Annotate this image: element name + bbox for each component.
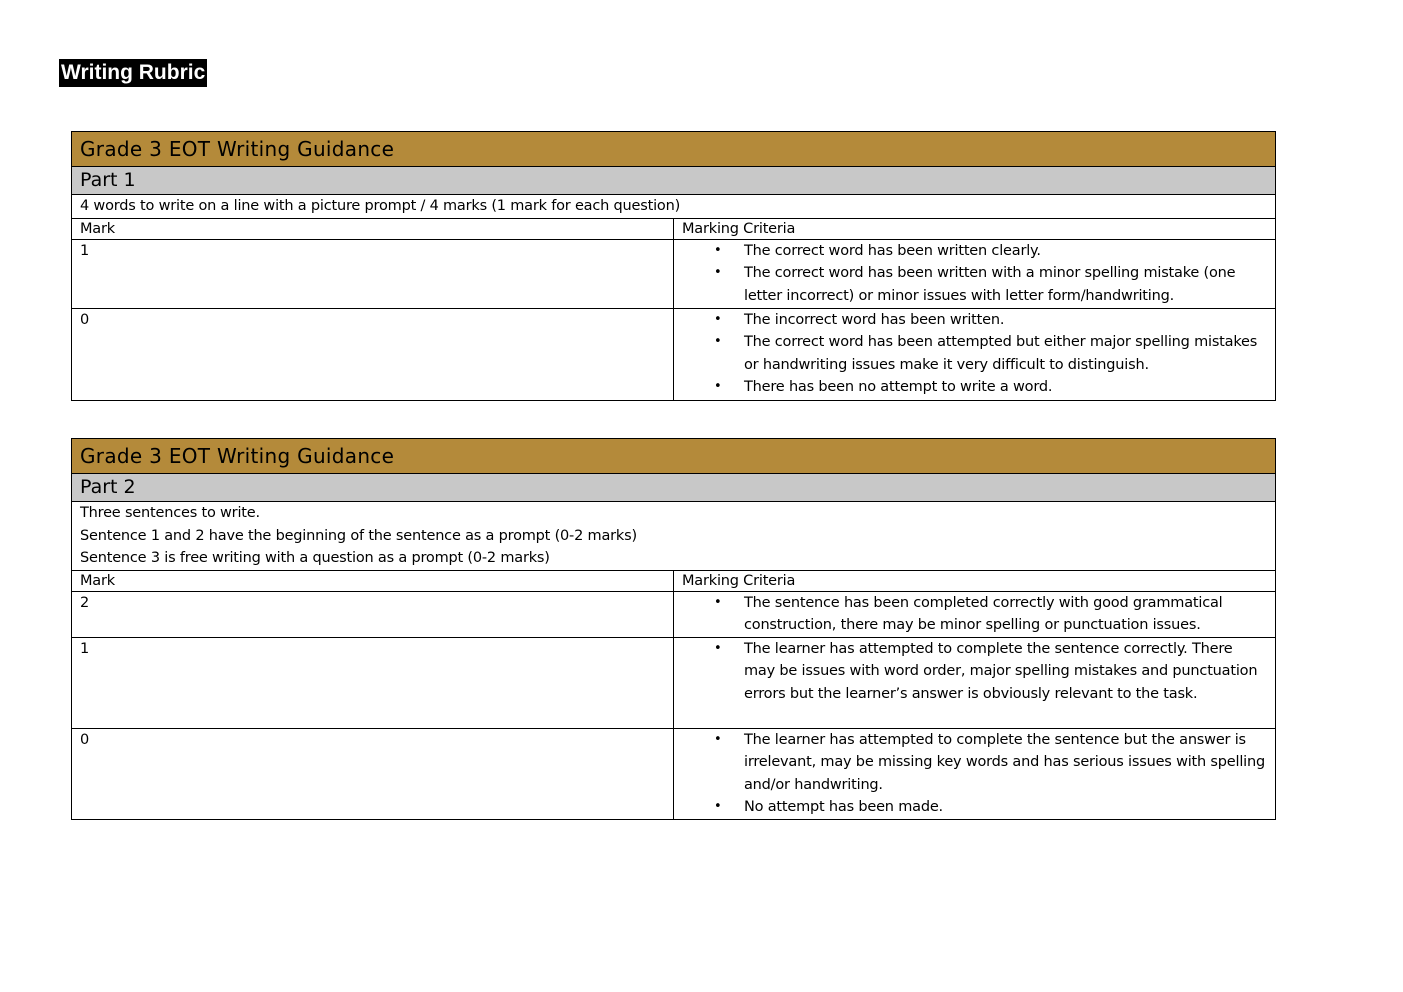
criteria-list xyxy=(682,729,1267,819)
criteria-column-header: Marking Criteria xyxy=(674,570,1276,591)
guidance-heading: Grade 3 EOT Writing Guidance xyxy=(72,439,1276,474)
criteria-item: • The learner has attempted to complete the sentence correctly. There may be issues with word order, major spelling mistakes and punctuation errors but the learner’s answer is obviously relevant to the task. xyxy=(744,638,1267,706)
description-line: Three sentences to write. xyxy=(80,505,260,521)
page-title: Writing Rubric xyxy=(59,59,207,87)
mark-value: 0 xyxy=(72,308,674,400)
criteria-item: • The incorrect word has been written. xyxy=(744,309,1267,332)
criteria-item: • The correct word has been attempted but either major spelling mistakes or handwriting issues make it very difficult to distinguish. xyxy=(744,331,1267,376)
criteria-cell xyxy=(674,728,1276,819)
criteria-list xyxy=(682,309,1267,399)
rubric-table-part-1 xyxy=(71,131,1276,401)
mark-column-header: Mark xyxy=(72,570,674,591)
task-description xyxy=(72,502,1276,571)
table-row xyxy=(72,591,1276,637)
guidance-heading: Grade 3 EOT Writing Guidance xyxy=(72,132,1276,167)
description-line: Sentence 3 is free writing with a question as a prompt (0-2 marks) xyxy=(80,550,550,566)
criteria-item: • No attempt has been made. xyxy=(744,796,1267,819)
criteria-cell xyxy=(674,239,1276,308)
criteria-item: • The learner has attempted to complete the sentence but the answer is irrelevant, may be missing key words and has serious issues with spelling and/or handwriting. xyxy=(744,729,1267,797)
criteria-item: • The sentence has been completed correctly with good grammatical construction, there may be minor spelling or punctuation issues. xyxy=(744,592,1267,637)
task-description xyxy=(72,195,1276,219)
criteria-item: • The correct word has been written with a minor spelling mistake (one letter incorrect) or minor issues with letter form/handwriting. xyxy=(744,262,1267,307)
mark-value: 0 xyxy=(72,728,674,819)
criteria-column-header: Marking Criteria xyxy=(674,218,1276,239)
criteria-cell xyxy=(674,637,1276,728)
criteria-list xyxy=(682,638,1267,706)
mark-value: 1 xyxy=(72,239,674,308)
criteria-list xyxy=(682,592,1267,637)
mark-column-header: Mark xyxy=(72,218,674,239)
part-heading: Part 1 xyxy=(72,167,1276,195)
table-row xyxy=(72,308,1276,400)
criteria-cell xyxy=(674,591,1276,637)
mark-value: 2 xyxy=(72,591,674,637)
criteria-item: • The correct word has been written clearly. xyxy=(744,240,1267,263)
criteria-cell xyxy=(674,308,1276,400)
description-line: Sentence 1 and 2 have the beginning of the sentence as a prompt (0-2 marks) xyxy=(80,527,637,544)
criteria-item: • There has been no attempt to write a word. xyxy=(744,376,1267,399)
table-row xyxy=(72,637,1276,728)
criteria-list xyxy=(682,240,1267,308)
mark-value: 1 xyxy=(72,637,674,728)
part-heading: Part 2 xyxy=(72,474,1276,502)
table-row xyxy=(72,728,1276,819)
rubric-table-part-2 xyxy=(71,438,1276,820)
description-line: 4 words to write on a line with a picture prompt / 4 marks (1 mark for each question) xyxy=(80,198,681,214)
table-row xyxy=(72,239,1276,308)
